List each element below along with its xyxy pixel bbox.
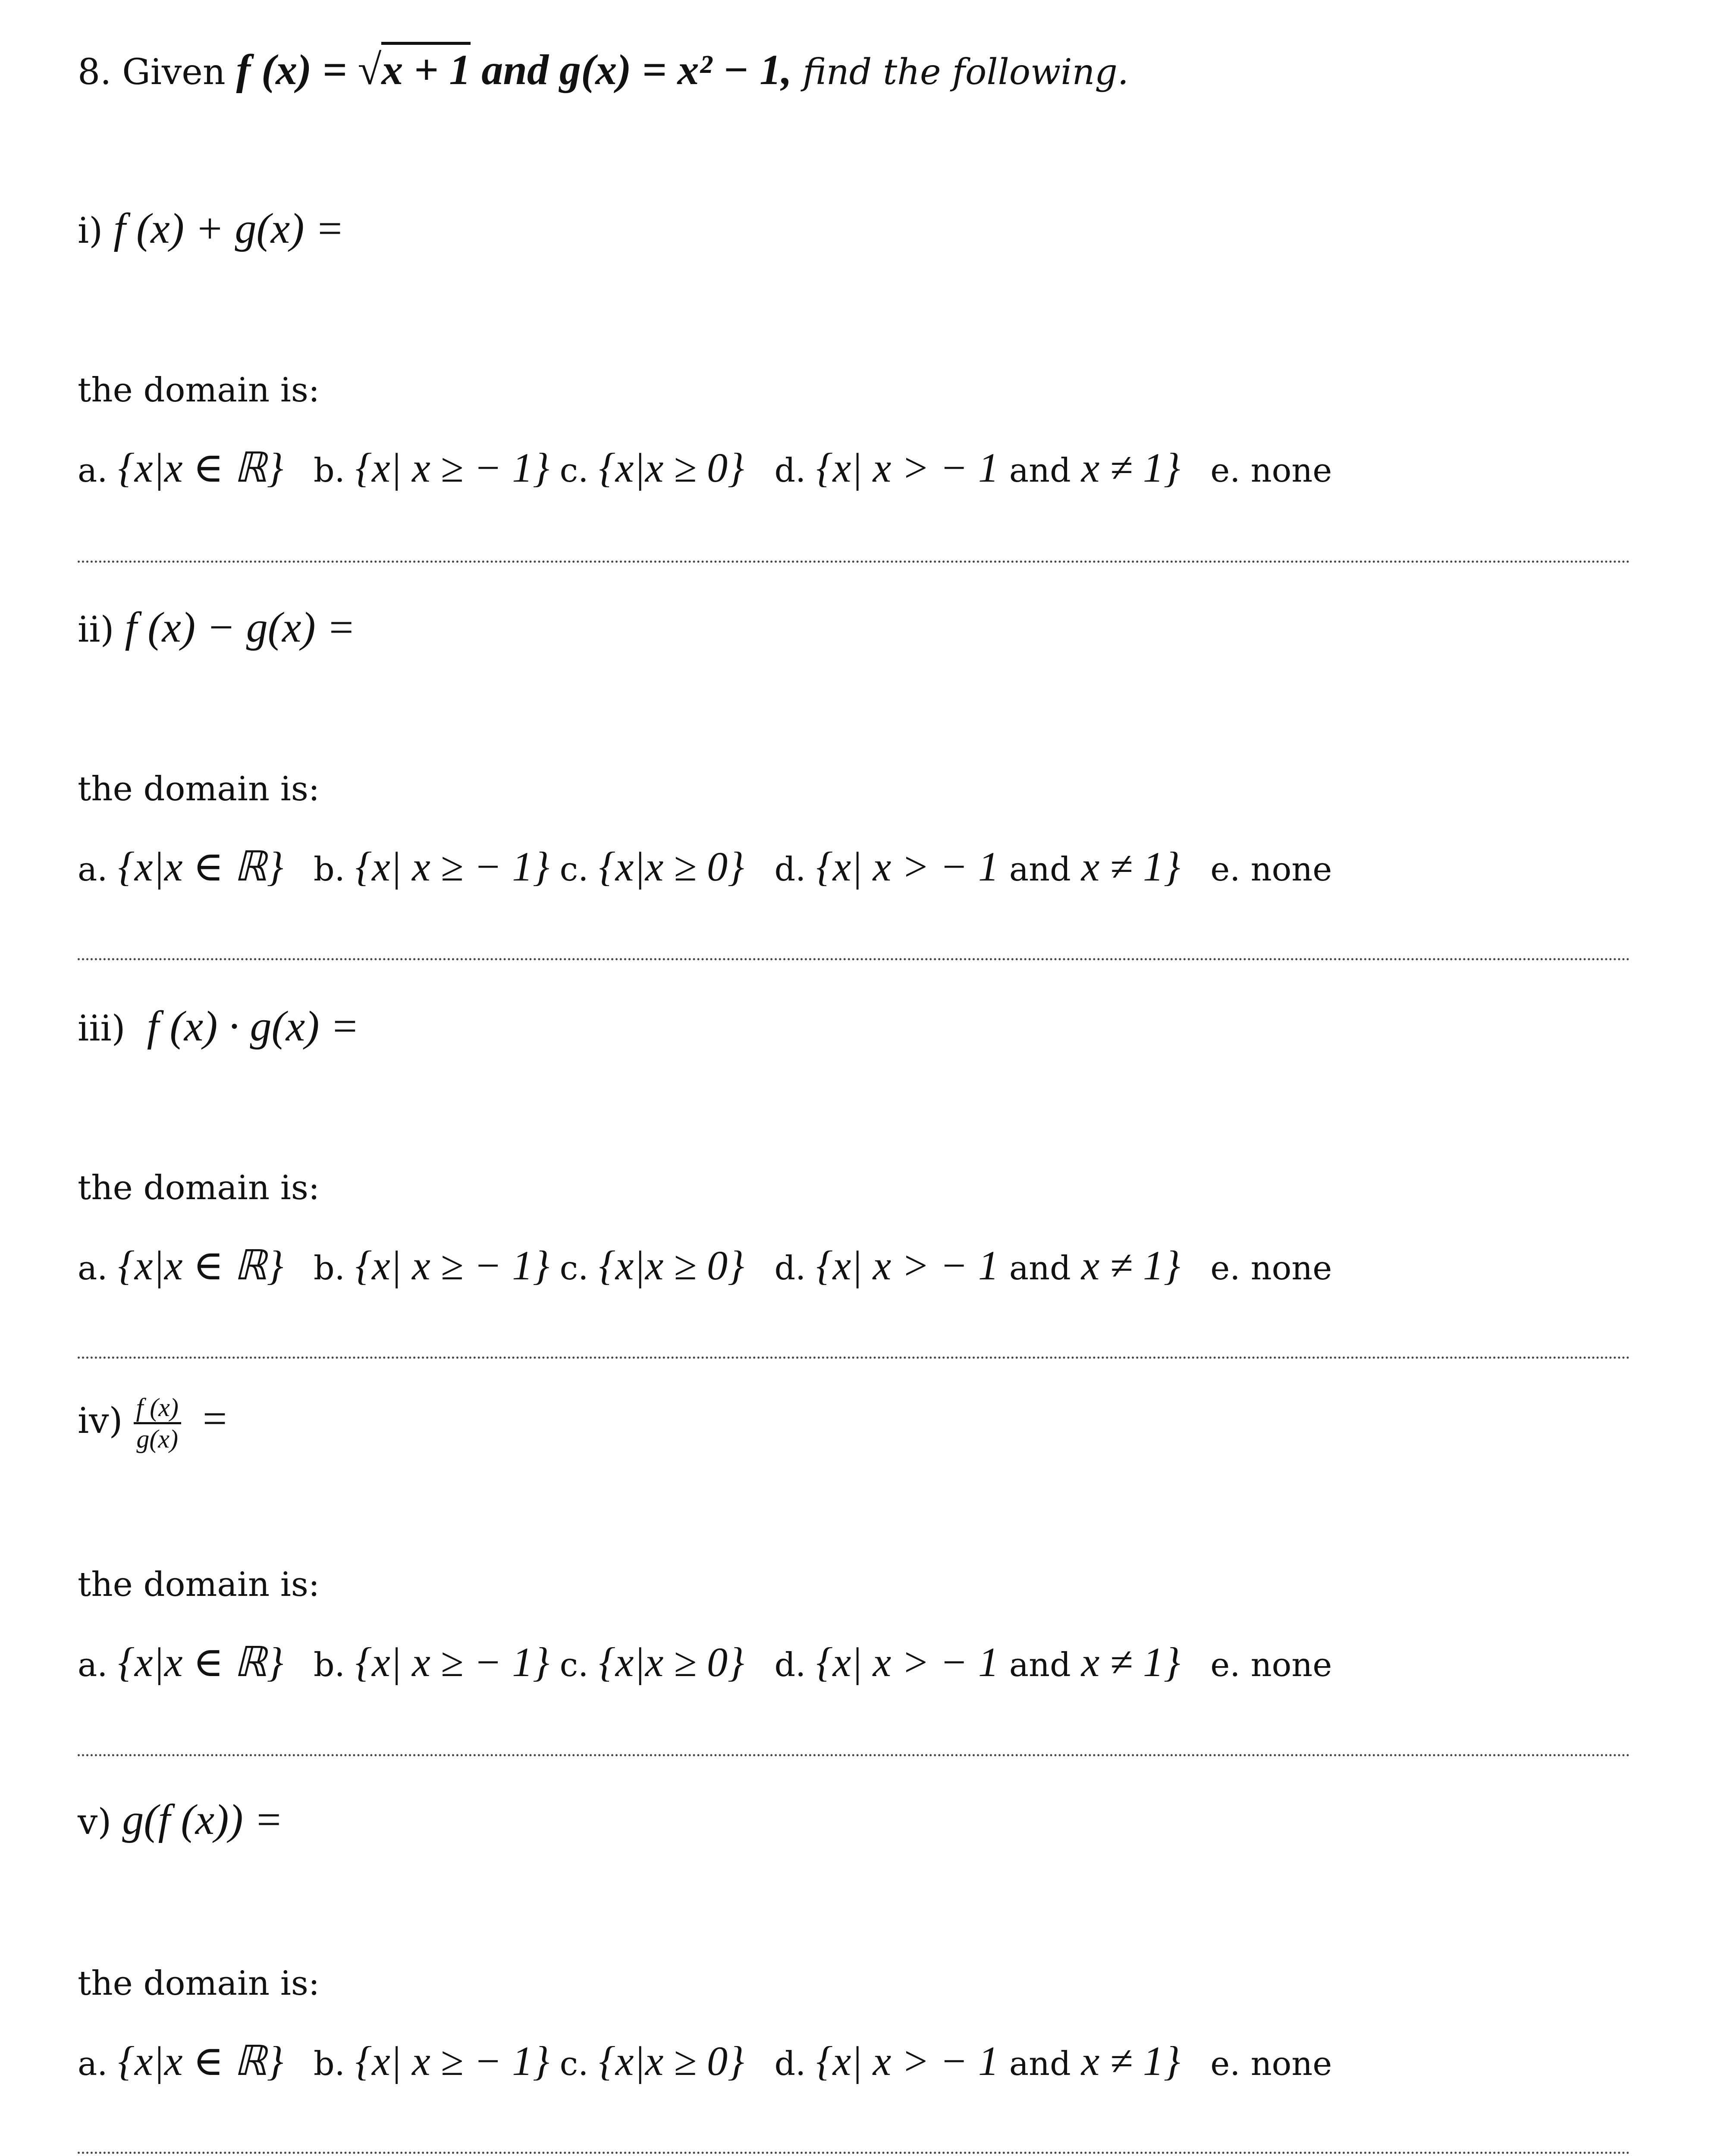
question-numeral: v) xyxy=(78,1802,112,1843)
question-v xyxy=(78,1792,283,1850)
option-d-label[interactable]: d. xyxy=(774,1645,806,1684)
question-numeral: iii) xyxy=(78,1008,126,1049)
option-d-label[interactable]: d. xyxy=(774,451,806,489)
question-numeral: ii) xyxy=(78,609,114,650)
instruction: find the following. xyxy=(803,52,1129,93)
question-expression: g(f (x)) = xyxy=(122,1796,283,1843)
option-a-set: {x|x ∈ ℝ} xyxy=(118,2038,283,2084)
option-c-label[interactable]: c. xyxy=(559,1645,589,1684)
divider xyxy=(78,958,1630,960)
divider xyxy=(78,561,1630,563)
option-a-set: {x|x ∈ ℝ} xyxy=(118,1639,283,1685)
option-d-and: and xyxy=(1009,451,1071,489)
domain-label: the domain is: xyxy=(78,770,320,808)
option-d-set-part1: {x| x > − 1 xyxy=(816,843,999,890)
question-expression: f (x) + g(x) = xyxy=(113,204,344,252)
question-expression: f (x) · g(x) = xyxy=(147,1002,359,1050)
option-c-label[interactable]: c. xyxy=(559,1249,589,1287)
quotient-fraction xyxy=(134,1393,181,1454)
option-e[interactable]: e. none xyxy=(1210,1645,1332,1684)
domain-label: the domain is: xyxy=(78,1565,320,1604)
divider xyxy=(78,1357,1630,1359)
fraction-numerator: f (x) xyxy=(134,1393,181,1424)
domain-options xyxy=(78,1238,1332,1296)
g-definition: g(x) = x² − 1, xyxy=(559,46,792,94)
domain-label: the domain is: xyxy=(78,1169,320,1207)
option-a-label[interactable]: a. xyxy=(78,1645,108,1684)
option-a-label[interactable]: a. xyxy=(78,2044,108,2083)
domain-options xyxy=(78,440,1332,498)
option-d-label[interactable]: d. xyxy=(774,850,806,888)
domain-options xyxy=(78,1634,1332,1693)
option-c-label[interactable]: c. xyxy=(559,2044,589,2083)
option-a-set: {x|x ∈ ℝ} xyxy=(118,445,283,491)
question-numeral: i) xyxy=(78,210,103,251)
option-d-label[interactable]: d. xyxy=(774,2044,806,2083)
question-iii xyxy=(78,998,359,1057)
option-d-set-part1: {x| x > − 1 xyxy=(816,1242,999,1288)
divider xyxy=(78,1754,1630,1756)
option-d-set-part1: {x| x > − 1 xyxy=(816,1639,999,1685)
option-b-label[interactable]: b. xyxy=(313,2044,345,2083)
option-b-set: {x| x ≥ − 1} xyxy=(355,843,549,890)
option-e[interactable]: e. none xyxy=(1210,1249,1332,1287)
option-d-label[interactable]: d. xyxy=(774,1249,806,1287)
domain-options xyxy=(78,839,1332,897)
option-b-set: {x| x ≥ − 1} xyxy=(355,1242,549,1288)
option-c-set: {x|x ≥ 0} xyxy=(599,445,744,491)
question-ii xyxy=(78,599,355,658)
question-numeral: iv) xyxy=(78,1401,123,1442)
option-b-label[interactable]: b. xyxy=(313,451,345,489)
f-radicand: x + 1 xyxy=(381,42,471,94)
option-c-set: {x|x ≥ 0} xyxy=(599,843,744,890)
and-word: and xyxy=(481,46,560,94)
option-c-set: {x|x ≥ 0} xyxy=(599,2038,744,2084)
option-d-and: and xyxy=(1009,2044,1071,2083)
domain-label: the domain is: xyxy=(78,371,320,410)
option-b-set: {x| x ≥ − 1} xyxy=(355,1639,549,1685)
option-e[interactable]: e. none xyxy=(1210,850,1332,888)
option-a-label[interactable]: a. xyxy=(78,451,108,489)
given-word: Given xyxy=(122,52,226,93)
option-d-set-part1: {x| x > − 1 xyxy=(816,445,999,491)
fraction-denominator: g(x) xyxy=(136,1424,178,1453)
option-c-label[interactable]: c. xyxy=(559,850,589,888)
option-e[interactable]: e. none xyxy=(1210,451,1332,489)
option-b-label[interactable]: b. xyxy=(313,850,345,888)
option-d-and: and xyxy=(1009,850,1071,888)
domain-options xyxy=(78,2033,1332,2092)
option-d-and: and xyxy=(1009,1249,1071,1287)
option-d-set-part2: x ≠ 1} xyxy=(1081,843,1180,890)
square-root: √x + 1 xyxy=(358,40,471,100)
option-d-set-part2: x ≠ 1} xyxy=(1081,1639,1180,1685)
question-iv xyxy=(78,1391,227,1454)
question-i xyxy=(78,201,344,259)
option-b-label[interactable]: b. xyxy=(313,1645,345,1684)
problem-header xyxy=(78,40,1129,103)
option-d-and: and xyxy=(1009,1645,1071,1684)
option-a-set: {x|x ∈ ℝ} xyxy=(118,843,283,890)
option-c-label[interactable]: c. xyxy=(559,451,589,489)
option-c-set: {x|x ≥ 0} xyxy=(599,1242,744,1288)
option-d-set-part2: x ≠ 1} xyxy=(1081,2038,1180,2084)
question-expression: f (x) − g(x) = xyxy=(125,603,356,651)
option-a-label[interactable]: a. xyxy=(78,850,108,888)
option-d-set-part1: {x| x > − 1 xyxy=(816,2038,999,2084)
option-b-set: {x| x ≥ − 1} xyxy=(355,2038,549,2084)
option-d-set-part2: x ≠ 1} xyxy=(1081,1242,1180,1288)
option-b-set: {x| x ≥ − 1} xyxy=(355,445,549,491)
problem-number: 8. xyxy=(78,52,112,93)
option-a-set: {x|x ∈ ℝ} xyxy=(118,1242,283,1288)
option-b-label[interactable]: b. xyxy=(313,1249,345,1287)
option-e[interactable]: e. none xyxy=(1210,2044,1332,2083)
option-a-label[interactable]: a. xyxy=(78,1249,108,1287)
f-definition: f (x) = xyxy=(236,46,358,94)
domain-label: the domain is: xyxy=(78,1964,320,2003)
option-c-set: {x|x ≥ 0} xyxy=(599,1639,744,1685)
question-expression: = xyxy=(202,1395,227,1442)
option-d-set-part2: x ≠ 1} xyxy=(1081,445,1180,491)
divider xyxy=(78,2152,1630,2154)
